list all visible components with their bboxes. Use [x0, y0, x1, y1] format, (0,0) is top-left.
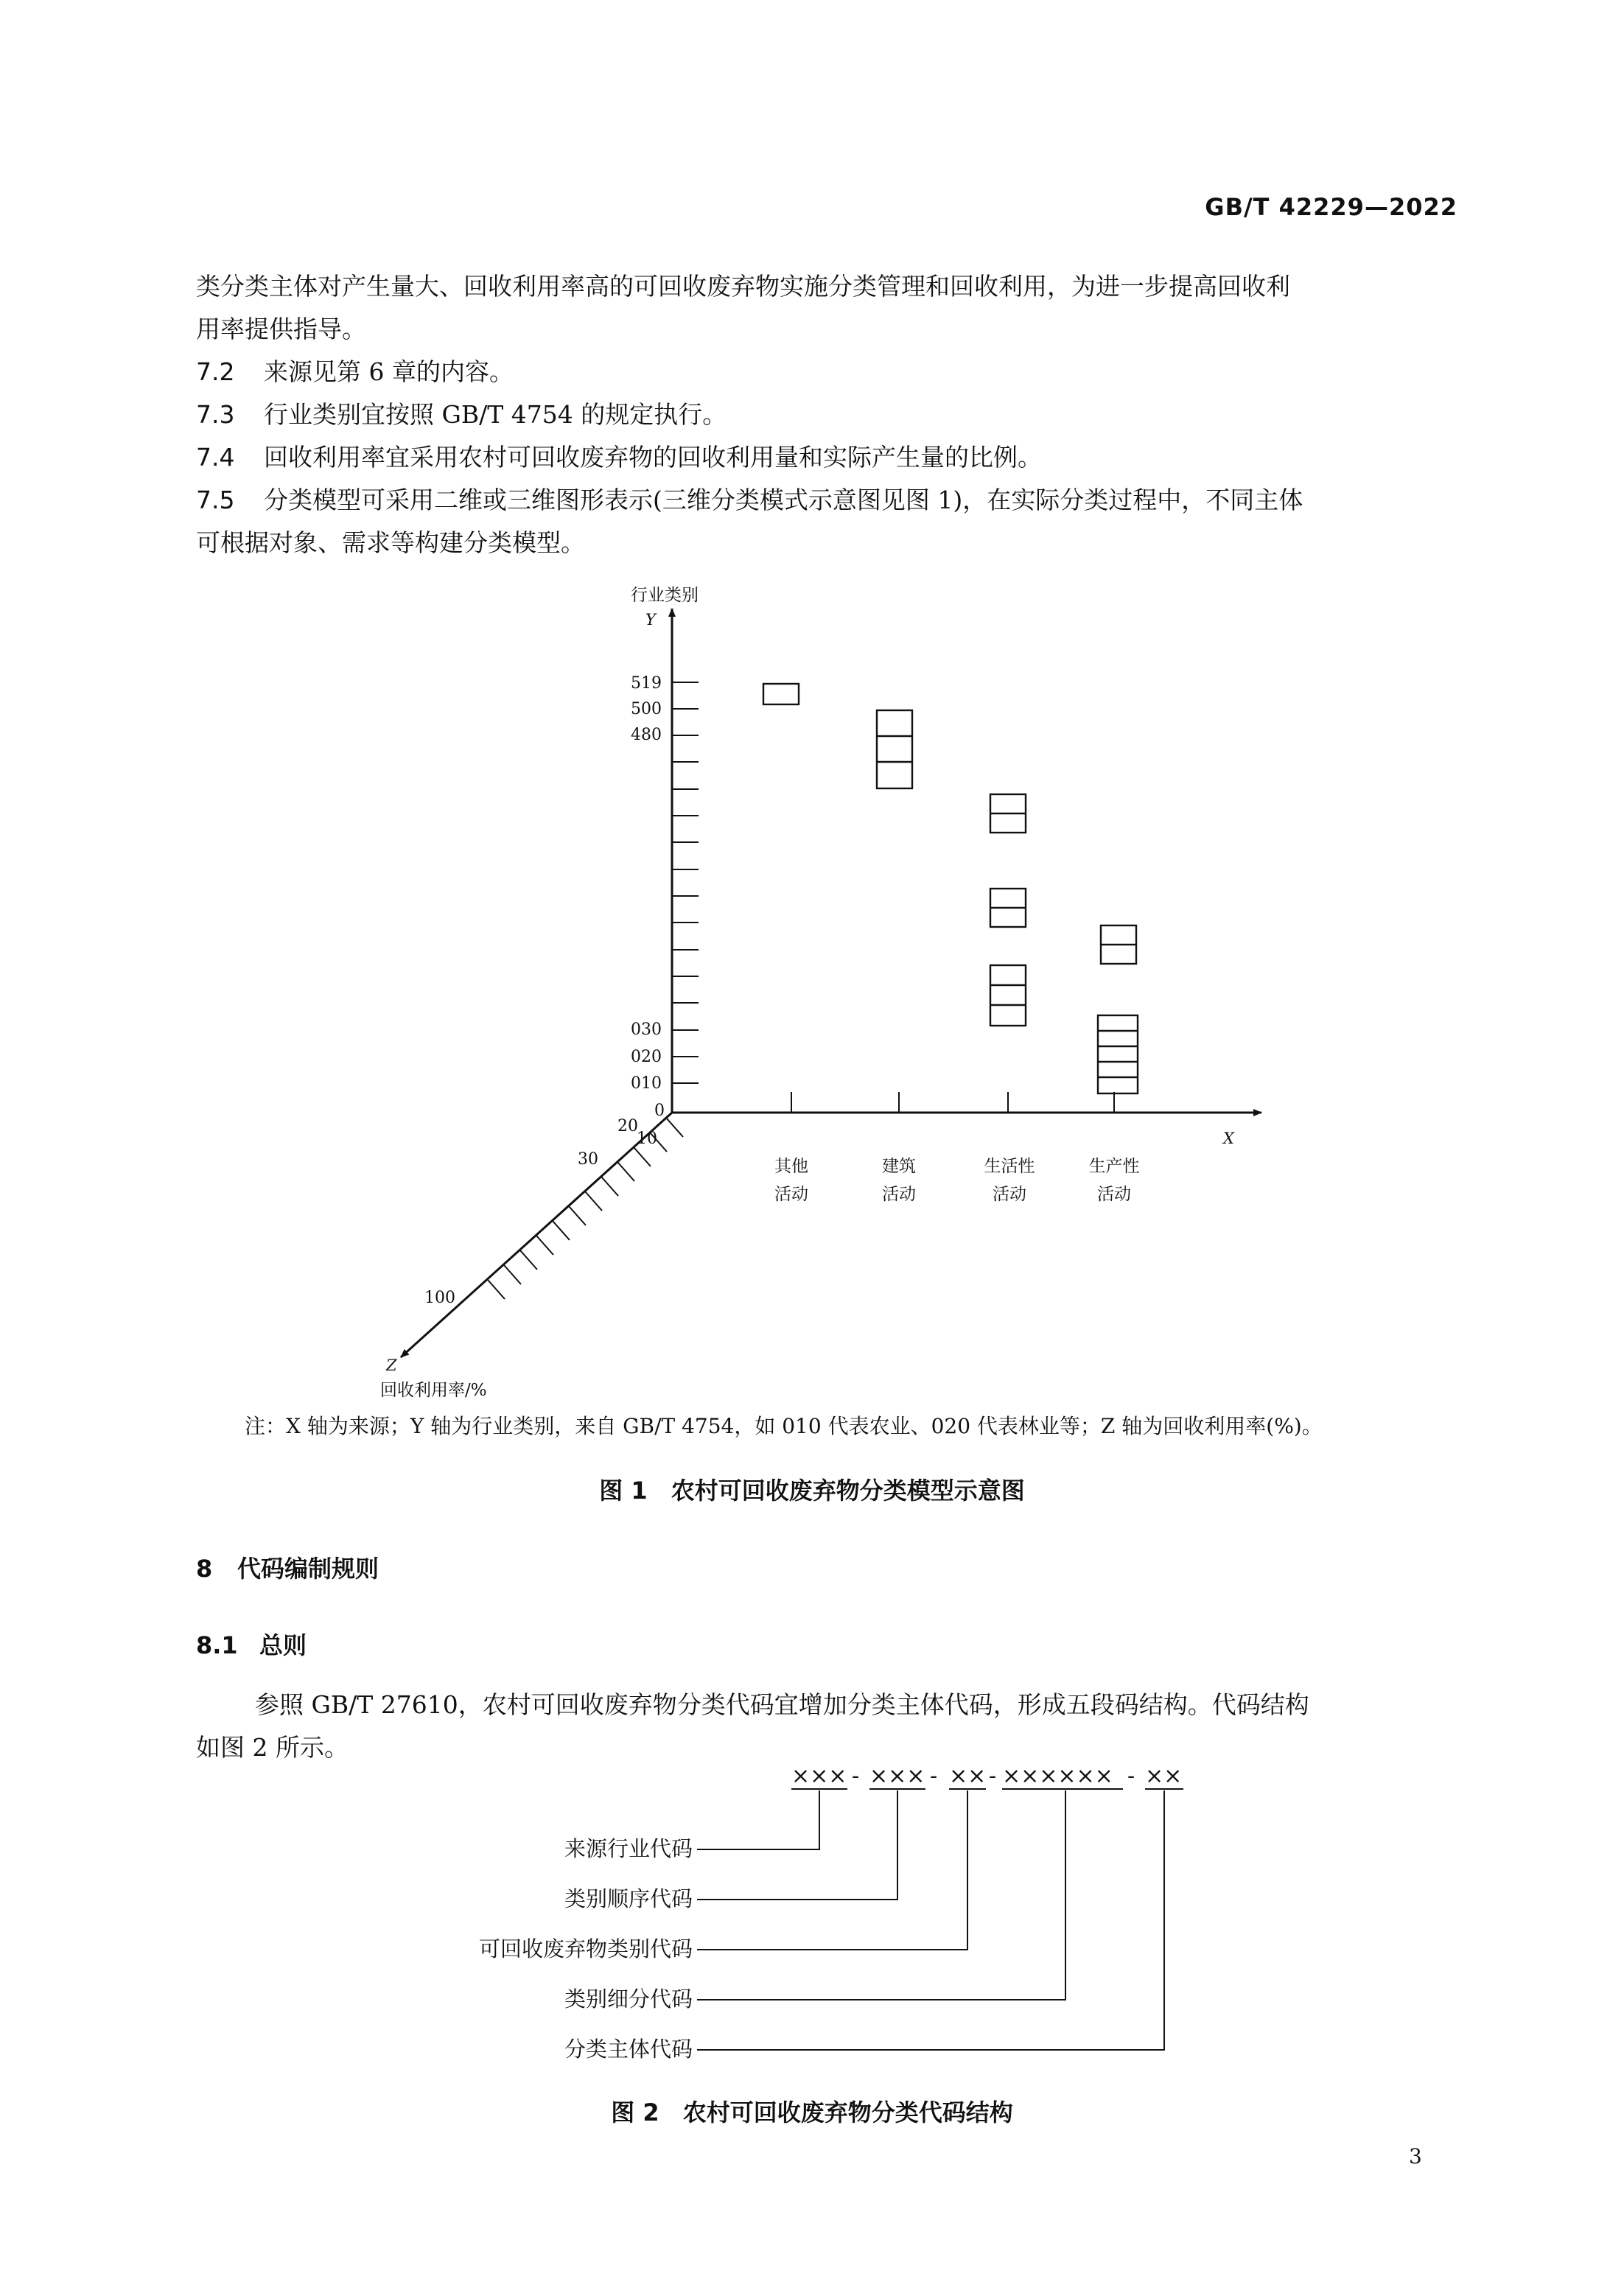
- figure-2-caption: 图 2 农村可回收废弃物分类代码结构: [611, 2098, 1013, 2126]
- section-8-1-heading: [196, 1627, 307, 1661]
- y-tick-label: 519: [631, 674, 662, 693]
- y-tick-label: 020: [631, 1048, 662, 1066]
- z-tick-label: 10: [637, 1130, 657, 1148]
- box-group-other: [763, 684, 799, 704]
- y-axis-letter: Y: [645, 611, 656, 629]
- figure-1-note: 注：X 轴为来源；Y 轴为行业类别，来自 GB/T 4754，如 010 代表农业、020 代表林业等；Z 轴为回收利用率(%)。: [245, 1414, 1323, 1438]
- x-category-label: 活动: [1097, 1185, 1131, 1204]
- code-segment-1: ×××: [791, 1763, 847, 1789]
- x-category-label: 建筑: [882, 1157, 916, 1176]
- x-category-label: 生活性: [984, 1157, 1035, 1176]
- section-title: 代码编制规则: [237, 1555, 379, 1583]
- code-connectors: [697, 1790, 1164, 2050]
- z-tick-label: 30: [578, 1150, 598, 1169]
- clause-number: 7.2: [196, 357, 235, 386]
- clause-text: 行业类别宜按照 GB/T 4754 的规定执行。: [264, 400, 727, 429]
- x-axis-letter: X: [1223, 1130, 1234, 1147]
- paragraph-line-2: 如图 2 所示。: [196, 1733, 349, 1762]
- code-segment-5: ××: [1145, 1763, 1183, 1789]
- clause-text: 回收利用率宜采用农村可回收废弃物的回收利用量和实际产生量的比例。: [264, 443, 1042, 472]
- code-label: 来源行业代码: [564, 1836, 693, 1861]
- box-group-living: [990, 794, 1026, 1026]
- clause-text: 分类模型可采用二维或三维图形表示(三维分类模式示意图见图 1)，在实际分类过程中，不同主体: [264, 486, 1303, 514]
- paragraph-line-1: 参照 GB/T 27610，农村可回收废弃物分类代码宜增加分类主体代码，形成五段码结构。代码结构: [255, 1690, 1309, 1719]
- clause-number: 7.4: [196, 443, 235, 472]
- code-label: 类别细分代码: [564, 1986, 693, 2012]
- intro-line-1: 类分类主体对产生量大、回收利用率高的可回收废弃物实施分类管理和回收利用，为进一步提高回收利: [196, 272, 1290, 301]
- clause-number: 7.5: [196, 486, 235, 514]
- code-segment-3: ××: [949, 1763, 987, 1789]
- code-separator: -: [930, 1763, 938, 1789]
- box-group-construction: [877, 710, 912, 788]
- code-label: 分类主体代码: [564, 2037, 693, 2062]
- subsection-title: 总则: [259, 1631, 307, 1659]
- x-axis-ticks: [791, 1092, 1114, 1113]
- clause-number: 7.3: [196, 400, 235, 429]
- y-tick-label: 030: [631, 1021, 662, 1039]
- y-tick-label: 500: [631, 700, 662, 718]
- clause-text: 来源见第 6 章的内容。: [264, 357, 514, 386]
- standard-code: GB/T 42229—2022: [1205, 193, 1457, 221]
- code-segment-4: ××××××: [1002, 1763, 1113, 1789]
- y-tick-label: 480: [631, 726, 662, 744]
- x-category-label: 其他: [774, 1157, 808, 1176]
- x-category-label: 活动: [774, 1185, 808, 1204]
- figure-2-diagram: [0, 1754, 1624, 2063]
- code-label: 可回收废弃物类别代码: [478, 1936, 693, 1961]
- page-number: 3: [1409, 2144, 1422, 2168]
- code-separator: -: [852, 1763, 860, 1789]
- code-label: 类别顺序代码: [564, 1886, 693, 1911]
- clause-7-5-cont: 可根据对象、需求等构建分类模型。: [196, 528, 585, 557]
- x-category-label: 活动: [882, 1185, 916, 1204]
- code-segment-2: ×××: [869, 1763, 925, 1789]
- y-tick-label: 0: [654, 1102, 665, 1120]
- section-number: 8: [196, 1555, 213, 1583]
- z-tick-label: 20: [617, 1117, 638, 1135]
- x-category-label: 生产性: [1088, 1157, 1140, 1176]
- y-axis-title: 行业类别: [631, 586, 699, 605]
- z-axis-title: 回收利用率/%: [380, 1381, 487, 1400]
- section-8-heading: [196, 1550, 379, 1584]
- intro-line-2: 用率提供指导。: [196, 315, 366, 343]
- x-category-label: 活动: [993, 1185, 1026, 1204]
- z-tick-label: 100: [424, 1289, 455, 1307]
- subsection-number: 8.1: [196, 1631, 238, 1659]
- y-tick-label: 010: [631, 1074, 662, 1093]
- code-separator: -: [1127, 1763, 1135, 1789]
- z-axis-line: [401, 1113, 672, 1357]
- z-axis-letter: Z: [386, 1356, 397, 1374]
- box-group-production: [1098, 925, 1138, 1093]
- y-axis-ticks: [672, 682, 699, 1083]
- figure-1-caption: 图 1 农村可回收废弃物分类模型示意图: [599, 1477, 1025, 1505]
- code-separator: -: [989, 1763, 997, 1789]
